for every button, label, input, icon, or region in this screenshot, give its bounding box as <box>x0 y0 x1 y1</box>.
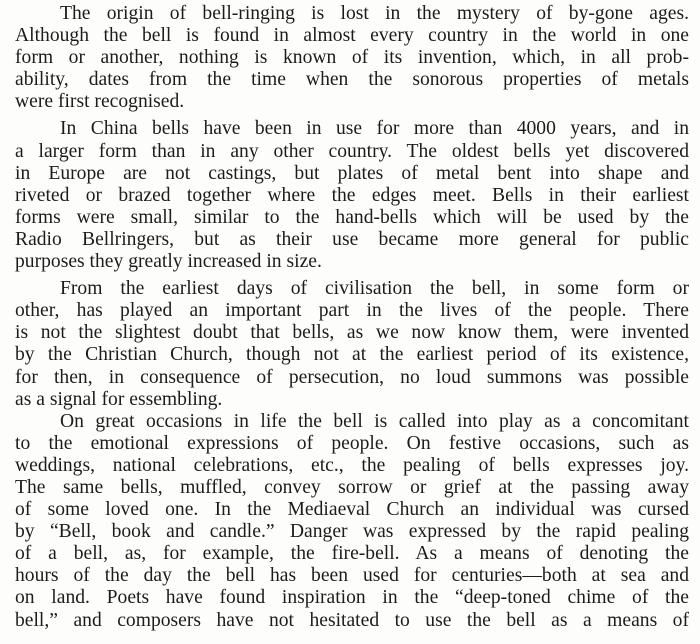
text-line: of some loved one. In the Mediaeval Church an individual was cursed <box>15 499 689 521</box>
text-line: as a signal for essembling. <box>15 388 223 410</box>
text-line: On great occasions in life the bell is called into play as a concomitant <box>60 410 689 432</box>
text-line: From the earliest days of civilisation the bell, in some form or <box>60 278 689 300</box>
text-line: ability, dates from the time when the sonorous properties of metals <box>15 69 689 91</box>
text-line: other, has played an important part in the lives of the people. There <box>15 300 689 322</box>
text-line: were first recognised. <box>15 91 185 113</box>
text-line: to the emotional expressions of people. On festive occasions, such as <box>15 432 689 454</box>
paragraph <box>15 278 689 411</box>
text-line: a larger form than in any other country. The oldest bells yet discovered <box>15 140 689 162</box>
text-line: Radio Bellringers, but as their use became more general for public <box>15 228 689 250</box>
text-line: is not the slightest doubt that bells, as we now know them, were invented <box>15 322 689 344</box>
text-line: of a bell, as, for example, the fire-bell. As a means of denoting the <box>15 543 689 565</box>
text-line: weddings, national celebrations, etc., the pealing of bells expresses joy. <box>15 454 689 476</box>
text-line: bell,” and composers have not hesitated to use the bell as a means of <box>15 609 689 631</box>
paragraph <box>15 411 689 632</box>
text-line: The same bells, muffled, convey sorrow or grief at the passing away <box>15 476 689 498</box>
text-line: In China bells have been in use for more than 4000 years, and in <box>60 118 689 140</box>
text-line: forms were small, similar to the hand-bells which will be used by the <box>15 206 689 228</box>
article-text <box>15 3 689 632</box>
paragraph <box>15 3 689 113</box>
text-line: on land. Poets have found inspiration in the “deep-toned chime of the <box>15 587 689 609</box>
text-line: form or another, nothing is known of its invention, which, in all prob- <box>15 47 689 69</box>
text-line: purposes they greatly increased in size. <box>15 251 322 273</box>
text-line: by “Bell, book and candle.” Danger was expressed by the rapid pealing <box>15 521 689 543</box>
paragraph <box>15 118 689 273</box>
text-line: hours of the day the bell has been used for centuries—both at sea and <box>15 565 689 587</box>
text-line: in Europe are not castings, but plates of metal bent into shape and <box>15 162 689 184</box>
text-line: riveted or brazed together where the edges meet. Bells in their earliest <box>15 184 689 206</box>
text-line: for then, in consequence of persecution, no loud summons was possible <box>15 366 689 388</box>
text-line: The origin of bell-ringing is lost in the mystery of by-gone ages. <box>60 3 689 24</box>
text-line: by the Christian Church, though not at the earliest period of its existence, <box>15 344 689 366</box>
text-line: Although the bell is found in almost every country in the world in one <box>15 25 689 47</box>
